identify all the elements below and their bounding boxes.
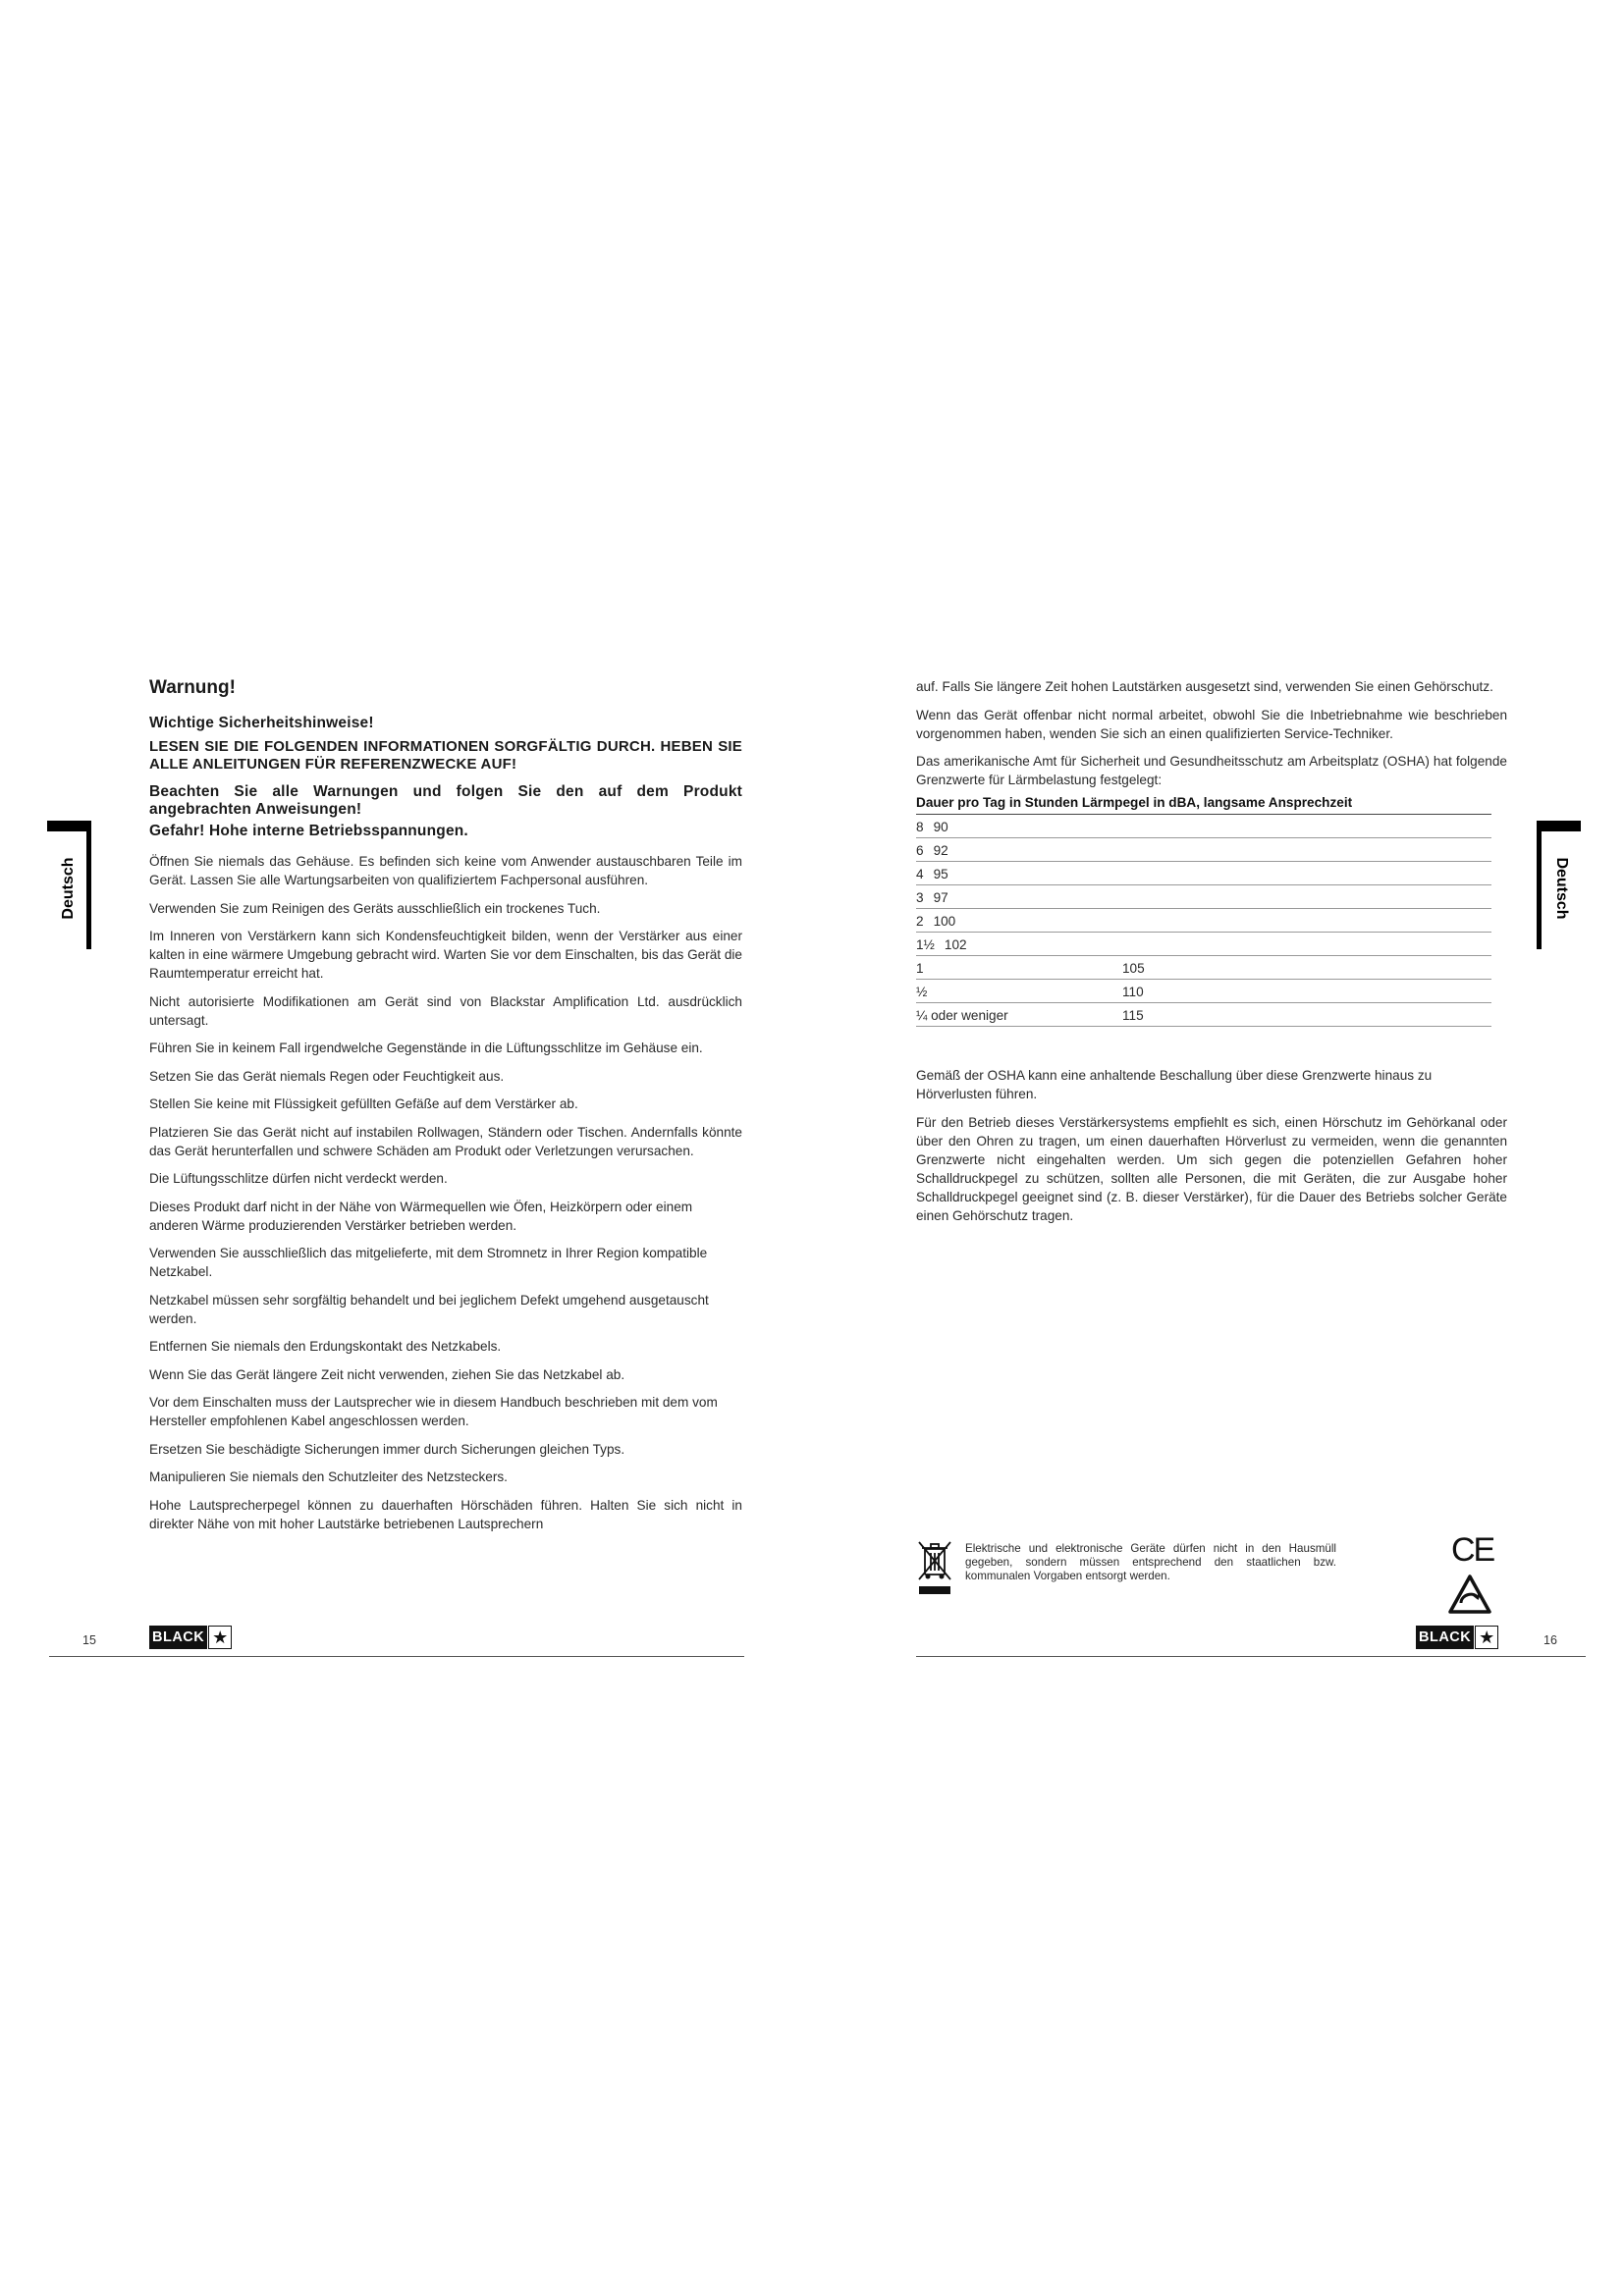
safety-paragraph: Manipulieren Sie niemals den Schutzleiter des Netzsteckers. [149, 1469, 508, 1484]
crossed-bin-icon [916, 1539, 953, 1596]
rcm-compliance-icon [1447, 1574, 1492, 1615]
safety-paragraph: Setzen Sie das Gerät niemals Regen oder Feuchtigkeit aus. [149, 1068, 505, 1084]
duration-cell: ½ [916, 980, 1122, 1003]
blackstar-logo-right [1416, 1626, 1498, 1649]
observe-warnings-notice: Beachten Sie alle Warnungen und folgen Sie den auf dem Produkt angebrachten Anweisungen! [149, 783, 742, 818]
level-cell: 110 [1122, 980, 1491, 1003]
left-page-content [149, 677, 742, 1542]
level-cell: 115 [1122, 1003, 1491, 1027]
level-value: 92 [933, 842, 948, 858]
page-number-left: 15 [82, 1633, 96, 1647]
star-icon: ★ [208, 1626, 232, 1649]
warning-heading: Warnung! [149, 677, 236, 698]
osha-noise-table [916, 795, 1491, 1027]
duration-level-cell [916, 933, 1491, 956]
level-value: 90 [933, 819, 948, 834]
table-body [916, 815, 1491, 1027]
side-tab-bar [1537, 831, 1542, 949]
level-cell: 105 [1122, 956, 1491, 980]
level-value: 97 [933, 889, 948, 905]
table-header-row [916, 795, 1491, 815]
safety-paragraph: auf. Falls Sie längere Zeit hohen Lautstärken ausgesetzt sind, verwenden Sie einen Gehörschutz. [916, 679, 1493, 694]
safety-paragraph: Netzkabel müssen sehr sorgfältig behandelt und bei jeglichem Defekt umgehend ausgetauscht werden. [149, 1292, 709, 1326]
right-page-content [916, 677, 1507, 1234]
level-value: 102 [944, 936, 967, 952]
duration-level-cell [916, 885, 1491, 909]
safety-paragraph: Nicht autorisierte Modifikationen am Gerät sind von Blackstar Amplification Ltd. ausdrücklich untersagt. [149, 993, 742, 1028]
safety-paragraph: Vor dem Einschalten muss der Lautsprecher wie in diesem Handbuch beschrieben mit dem vom Hersteller empfohlenen Kabel angeschlossen werden. [149, 1395, 718, 1428]
duration-level-cell [916, 815, 1491, 838]
duration-value: 6 [916, 842, 924, 858]
side-tab-label-right: Deutsch [1553, 857, 1570, 920]
table-row [916, 862, 1491, 885]
ce-mark-icon: CE [1451, 1531, 1494, 1569]
safety-subheading: Wichtige Sicherheitshinweise! [149, 715, 374, 731]
logo-wordmark: BLACK [1416, 1626, 1474, 1649]
safety-paragraph: Hohe Lautsprecherpegel können zu dauerhaften Hörschäden führen. Halten Sie sich nicht in direkter Nähe von mit hoher Lautstärke betriebenen Lautsprechern [149, 1497, 742, 1531]
table-header: Dauer pro Tag in Stunden Lärmpegel in dBA, langsame Ansprechzeit [916, 795, 1491, 815]
safety-paragraph: Wenn das Gerät offenbar nicht normal arbeitet, obwohl Sie die Inbetriebnahme wie beschrieben vorgenommen haben, wenden Sie sich an einen qualifizierten Service-Techniker. [916, 707, 1507, 741]
duration-level-cell [916, 838, 1491, 862]
duration-cell: ¼ oder weniger [916, 1003, 1122, 1027]
safety-paragraph: Stellen Sie keine mit Flüssigkeit gefüllten Gefäße auf dem Verstärker ab. [149, 1096, 578, 1111]
read-instructions-notice: LESEN SIE DIE FOLGENDEN INFORMATIONEN SORGFÄLTIG DURCH. HEBEN SIE ALLE ANLEITUNGEN FÜR REFERENZWECKE AUF! [149, 738, 742, 773]
danger-notice: Gefahr! Hohe interne Betriebsspannungen. [149, 823, 468, 839]
logo-wordmark: BLACK [149, 1626, 207, 1649]
duration-value: 2 [916, 913, 924, 929]
level-value: 95 [933, 866, 948, 881]
table-row [916, 909, 1491, 933]
side-tab-bar [1537, 821, 1581, 831]
weee-text: Elektrische und elektronische Geräte dürfen nicht in den Hausmüll gegeben, sondern müssen entsprechend den staatlichen bzw. kommunalen Vorgaben entsorgt werden. [965, 1542, 1336, 1582]
safety-paragraph: Verwenden Sie ausschließlich das mitgelieferte, mit dem Stromnetz in Ihrer Region kompatible Netzkabel. [149, 1246, 708, 1279]
page-number-right: 16 [1543, 1633, 1557, 1647]
duration-value: 1½ [916, 936, 935, 952]
blackstar-logo-left [149, 1626, 232, 1649]
safety-paragraph: Im Inneren von Verstärkern kann sich Kondensfeuchtigkeit bilden, wenn der Verstärker aus einer kalten in eine wärmere Umgebung gebracht wird. Warten Sie vor dem Einschalten, bis das Gerät die Raumtemperatur erreicht hat. [149, 929, 742, 981]
safety-paragraph: Entfernen Sie niemals den Erdungskontakt des Netzkabels. [149, 1339, 502, 1354]
safety-paragraph: Für den Betrieb dieses Verstärkersystems empfiehlt es sich, einen Hörschutz im Gehörkanal oder über den Ohren zu tragen, um einen dauerhaften Hörverlust zu vermeiden, wenn die genannten Grenzwerte nicht eingehalten werden. Um sich gegen die potenziellen Gefahren hoher Schalldruckpegel zu schützen, sollten alle Personen, die mit Geräten, die zur Ausgabe hoher Schalldruckpegel geeignet sind (z. B. dieser Verstärker), für die Dauer des Betriebs solcher Geräte einen Gehörschutz tragen. [916, 1114, 1507, 1223]
level-value: 100 [933, 913, 956, 929]
safety-paragraph: Die Lüftungsschlitze dürfen nicht verdeckt werden. [149, 1171, 448, 1186]
star-icon: ★ [1475, 1626, 1498, 1649]
duration-value: 4 [916, 866, 924, 881]
safety-paragraph: Öffnen Sie niemals das Gehäuse. Es befinden sich keine vom Anwender austauschbaren Teile im Gerät. Lassen Sie alle Wartungsarbeiten von qualifiziertem Fachpersonal ausführen. [149, 854, 742, 887]
duration-cell: 1 [916, 956, 1122, 980]
safety-paragraph: Gemäß der OSHA kann eine anhaltende Beschallung über diese Grenzwerte hinaus zu Hörverlusten führen. [916, 1068, 1433, 1101]
safety-paragraph-list [149, 852, 742, 1533]
safety-paragraph: Wenn Sie das Gerät längere Zeit nicht verwenden, ziehen Sie das Netzkabel ab. [149, 1366, 625, 1382]
safety-paragraph: Führen Sie in keinem Fall irgendwelche Gegenstände in die Lüftungsschlitze im Gehäuse ein. [149, 1041, 703, 1055]
footer-rule-left [49, 1656, 744, 1657]
duration-value: 8 [916, 819, 924, 834]
safety-paragraph: Platzieren Sie das Gerät nicht auf instabilen Rollwagen, Ständern oder Tischen. Andernfalls könnte das Gerät herunterfallen und schwere Schäden am Produkt oder Verletzungen verursachen. [149, 1124, 742, 1158]
table-row [916, 885, 1491, 909]
side-tab-bar [86, 831, 91, 949]
duration-level-cell [916, 909, 1491, 933]
table-row [916, 815, 1491, 838]
side-tab-bar [47, 821, 91, 831]
footer-rule-right [916, 1656, 1586, 1657]
duration-value: 3 [916, 889, 924, 905]
table-row [916, 933, 1491, 956]
safety-paragraph: Dieses Produkt darf nicht in der Nähe von Wärmequellen wie Öfen, Heizkörpern oder einem anderen Wärme produzierenden Verstärker betrieben werden. [149, 1199, 693, 1233]
duration-level-cell [916, 862, 1491, 885]
table-row [916, 1003, 1491, 1027]
table-row [916, 956, 1491, 980]
safety-paragraph: Ersetzen Sie beschädigte Sicherungen immer durch Sicherungen gleichen Typs. [149, 1441, 625, 1457]
safety-paragraph: Das amerikanische Amt für Sicherheit und Gesundheitsschutz am Arbeitsplatz (OSHA) hat folgende Grenzwerte für Lärmbelastung festgelegt: [916, 754, 1507, 787]
table-row [916, 838, 1491, 862]
table-row [916, 980, 1491, 1003]
safety-paragraph: Verwenden Sie zum Reinigen des Geräts ausschließlich ein trockenes Tuch. [149, 900, 601, 916]
side-tab-label-left: Deutsch [60, 857, 77, 920]
